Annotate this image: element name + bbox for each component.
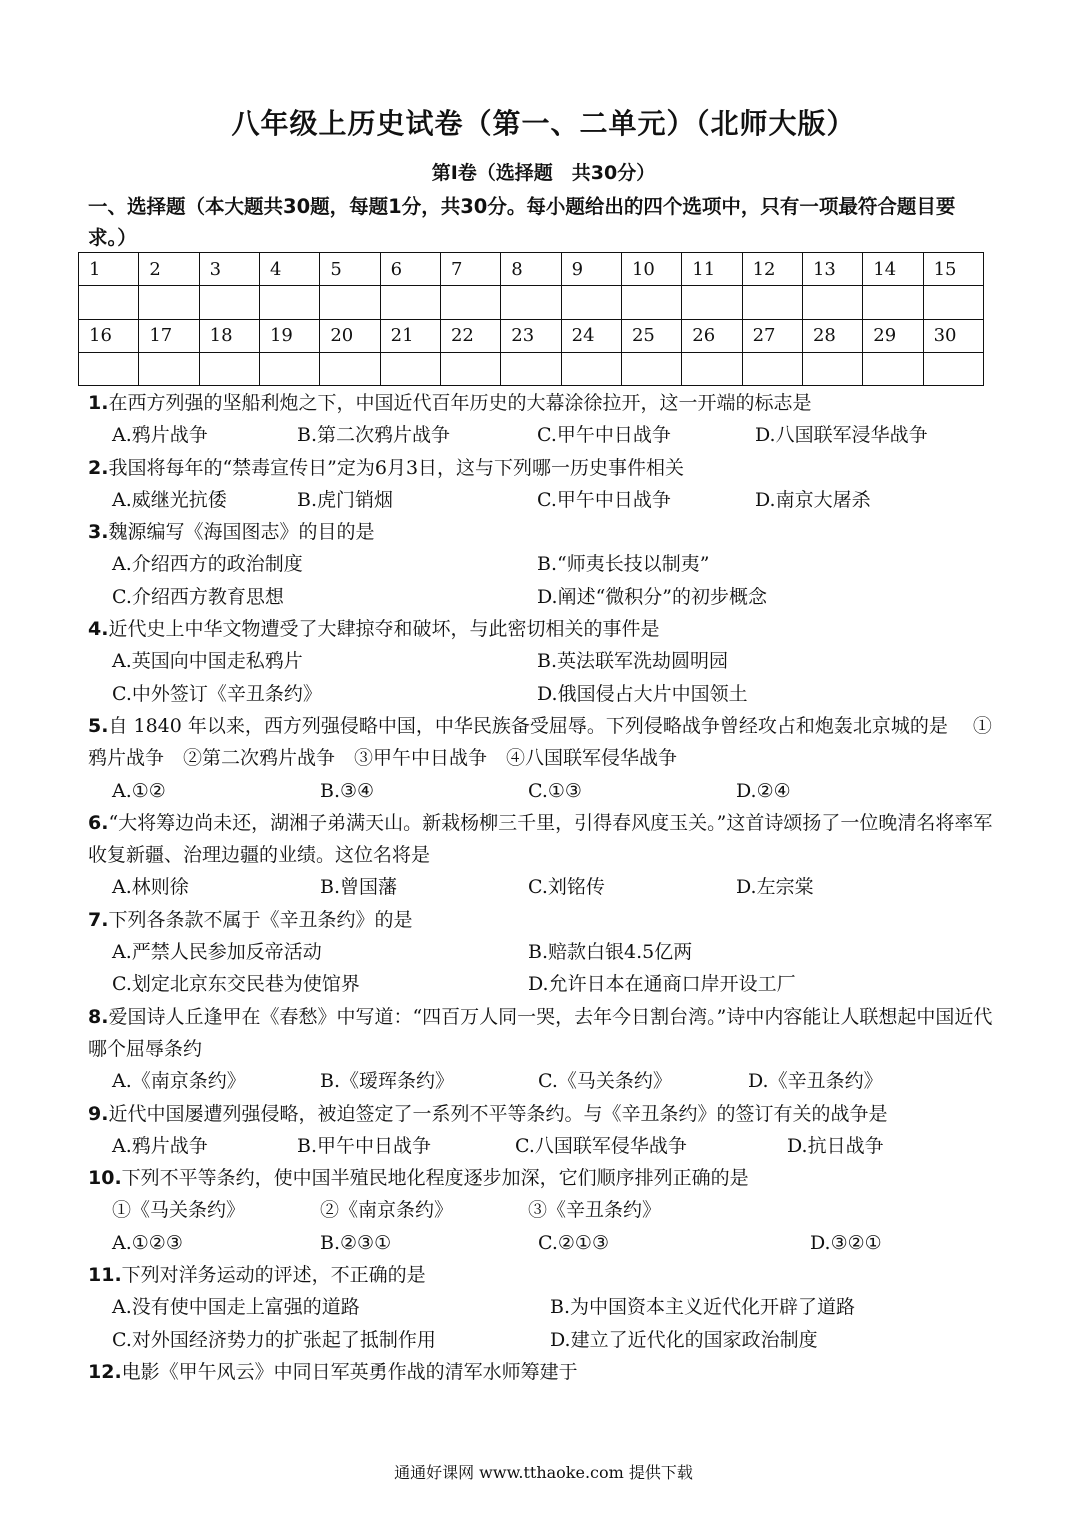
- answer-number: 12: [742, 253, 802, 286]
- option-row: [88, 1324, 1008, 1356]
- option[interactable]: C.中外签订《辛丑条约》: [112, 682, 322, 705]
- option-row: [88, 968, 1008, 1000]
- question-text: 自 1840 年以来，西方列强侵略中国，中华民族备受屈辱。下列侵略战争曾经攻占和炮轰北京城的是 ①鸦片战争 ②第二次鸦片战争 ③甲午中日战争 ④八国联军侵华战争: [88, 714, 992, 770]
- answer-cell[interactable]: [440, 352, 500, 385]
- option-row: [88, 678, 1008, 710]
- answer-cell[interactable]: [621, 352, 681, 385]
- option[interactable]: B.第二次鸦片战争: [297, 424, 451, 447]
- question-stem: [88, 1259, 1008, 1291]
- option[interactable]: D.③②①: [810, 1231, 882, 1254]
- answer-cell[interactable]: [923, 286, 983, 319]
- answer-number: 21: [380, 319, 440, 352]
- option[interactable]: B.《瑷珲条约》: [320, 1070, 455, 1093]
- answer-number: 23: [501, 319, 561, 352]
- answer-number: 26: [682, 319, 742, 352]
- answer-number: 16: [79, 319, 139, 352]
- option[interactable]: B.③④: [320, 779, 375, 802]
- option[interactable]: C.①③: [528, 779, 582, 802]
- option[interactable]: A.①②③: [112, 1231, 183, 1254]
- answer-cell[interactable]: [501, 286, 561, 319]
- option-row: [88, 548, 1008, 580]
- answer-cell[interactable]: [501, 352, 561, 385]
- answer-number: 22: [440, 319, 500, 352]
- question-stem: [88, 710, 1008, 775]
- answer-number: 18: [199, 319, 259, 352]
- answer-cell[interactable]: [79, 286, 139, 319]
- option[interactable]: D.抗日战争: [787, 1134, 884, 1157]
- option[interactable]: C.介绍西方教育思想: [112, 585, 284, 608]
- option[interactable]: C.划定北京东交民巷为使馆界: [112, 973, 360, 996]
- answer-cell[interactable]: [561, 352, 621, 385]
- question-number: 12.: [88, 1360, 122, 1383]
- answer-number: 11: [682, 253, 742, 286]
- answer-number-row: [79, 319, 984, 352]
- question-number: 5.: [88, 714, 109, 737]
- answer-cell[interactable]: [139, 352, 199, 385]
- option-row: [88, 645, 1008, 677]
- answer-cell[interactable]: [742, 286, 802, 319]
- answer-table: [78, 252, 984, 386]
- option[interactable]: A.《南京条约》: [112, 1070, 246, 1093]
- option[interactable]: B.为中国资本主义近代化开辟了道路: [550, 1296, 856, 1319]
- option-row: [88, 419, 1008, 451]
- answer-cell[interactable]: [380, 286, 440, 319]
- answer-number: 28: [802, 319, 862, 352]
- statement: ①《马关条约》: [112, 1199, 246, 1222]
- question-stem: [88, 807, 1008, 872]
- answer-number: 13: [802, 253, 862, 286]
- option[interactable]: A.严禁人民参加反帝活动: [112, 941, 322, 964]
- answer-cell[interactable]: [802, 352, 862, 385]
- option[interactable]: A.鸦片战争: [112, 1134, 208, 1157]
- option[interactable]: B.英法联军洗劫圆明园: [537, 650, 729, 673]
- question-text: 近代中国屡遭列强侵略，被迫签定了一系列不平等条约。与《辛丑条约》的签订有关的战争是: [108, 1102, 888, 1125]
- option-row: [88, 1065, 1008, 1097]
- answer-blank-row: [79, 352, 984, 385]
- option[interactable]: D.阐述“微积分”的初步概念: [537, 585, 768, 608]
- question-text: “大将筹边尚未还，湖湘子弟满天山。新栽杨柳三千里，引得春风度玉关。”这首诗颂扬了一位晚清名将率军收复新疆、治理边疆的业绩。这位名将是: [88, 811, 993, 867]
- option[interactable]: C.八国联军侵华战争: [515, 1134, 687, 1157]
- option[interactable]: B.甲午中日战争: [297, 1134, 432, 1157]
- question-stem: [88, 1001, 1008, 1066]
- question-text: 下列对洋务运动的评述，不正确的是: [121, 1264, 426, 1287]
- question-text: 下列各条款不属于《辛丑条约》的是: [108, 908, 413, 931]
- option[interactable]: A.威继光抗倭: [112, 488, 227, 511]
- answer-number: 7: [440, 253, 500, 286]
- option[interactable]: D.允许日本在通商口岸开设工厂: [528, 973, 796, 996]
- question-number: 11.: [88, 1264, 122, 1287]
- option[interactable]: A.没有使中国走上富强的道路: [112, 1296, 360, 1319]
- option[interactable]: B.②③①: [320, 1231, 392, 1254]
- option[interactable]: B.虎门销烟: [297, 488, 394, 511]
- question-number: 10.: [88, 1167, 122, 1190]
- question-number: 2.: [88, 456, 109, 479]
- option[interactable]: A.英国向中国走私鸦片: [112, 650, 303, 673]
- option[interactable]: D.建立了近代化的国家政治制度: [550, 1328, 818, 1351]
- question-stem: [88, 613, 1008, 645]
- option[interactable]: B.曾国藩: [320, 876, 398, 899]
- answer-cell[interactable]: [682, 286, 742, 319]
- option[interactable]: D.②④: [736, 779, 791, 802]
- exam-title: 八年级上历史试卷（第一、二单元）（北师大版）: [231, 107, 856, 140]
- answer-cell[interactable]: [682, 352, 742, 385]
- option[interactable]: D.南京大屠杀: [755, 488, 871, 511]
- question-stem: [88, 904, 1008, 936]
- answer-number: 9: [561, 253, 621, 286]
- answer-number: 20: [320, 319, 380, 352]
- answer-cell[interactable]: [380, 352, 440, 385]
- question-number: 3.: [88, 521, 109, 544]
- question-text: 近代史上中华文物遭受了大肆掠夺和破坏，与此密切相关的事件是: [108, 618, 660, 641]
- option-row: [88, 775, 1008, 807]
- answer-cell[interactable]: [923, 352, 983, 385]
- question-stem: [88, 1356, 1008, 1388]
- answer-cell[interactable]: [199, 286, 259, 319]
- option[interactable]: C.对外国经济势力的扩张起了抵制作用: [112, 1328, 436, 1351]
- option-row: [88, 484, 1008, 516]
- answer-number: 4: [259, 253, 319, 286]
- option[interactable]: D.左宗棠: [736, 876, 814, 899]
- answer-number: 14: [863, 253, 923, 286]
- answer-cell[interactable]: [802, 286, 862, 319]
- option[interactable]: B.“师夷长技以制夷”: [537, 553, 710, 576]
- option-row: [88, 1227, 1008, 1259]
- question-stem: [88, 452, 1008, 484]
- answer-cell[interactable]: [259, 286, 319, 319]
- answer-cell[interactable]: [320, 352, 380, 385]
- answer-cell[interactable]: [863, 352, 923, 385]
- option[interactable]: C.甲午中日战争: [537, 424, 671, 447]
- option-row: [88, 1291, 1008, 1323]
- answer-cell[interactable]: [742, 352, 802, 385]
- question-number: 9.: [88, 1102, 109, 1125]
- question-stem: [88, 1098, 1008, 1130]
- answer-cell[interactable]: [320, 286, 380, 319]
- option[interactable]: C.刘铭传: [528, 876, 605, 899]
- answer-cell[interactable]: [79, 352, 139, 385]
- option[interactable]: D.八国联军浸华战争: [755, 424, 928, 447]
- answer-number: 25: [621, 319, 681, 352]
- section-subtitle: 第Ⅰ卷（选择题 共30分）: [431, 162, 656, 184]
- option[interactable]: A.①②: [112, 779, 166, 802]
- answer-cell[interactable]: [199, 352, 259, 385]
- statement: ③《辛丑条约》: [528, 1199, 662, 1222]
- option-row: [88, 936, 1008, 968]
- answer-number: 10: [621, 253, 681, 286]
- answer-cell[interactable]: [863, 286, 923, 319]
- question-stem: [88, 387, 1008, 419]
- question-number: 8.: [88, 1005, 109, 1028]
- answer-cell[interactable]: [561, 286, 621, 319]
- question-text: 在西方列强的坚船利炮之下，中国近代百年历史的大幕涂徐拉开，这一开端的标志是: [108, 392, 812, 414]
- answer-number: 2: [139, 253, 199, 286]
- option[interactable]: A.林则徐: [112, 876, 189, 899]
- answer-number: 8: [501, 253, 561, 286]
- question-text: 魏源编写《海国图志》的目的是: [108, 521, 375, 544]
- section-instructions: 一、选择题（本大题共30题，每题1分，共30分。每小题给出的四个选项中，只有一项最符合题目要求。）: [88, 195, 956, 249]
- answer-cell[interactable]: [621, 286, 681, 319]
- answer-number: 3: [199, 253, 259, 286]
- option[interactable]: B.赔款白银4.5亿两: [528, 941, 693, 964]
- option[interactable]: D.俄国侵占大片中国领土: [537, 682, 748, 705]
- answer-number: 15: [923, 253, 983, 286]
- answer-number: 19: [259, 319, 319, 352]
- page-footer: 通通好课网 www.tthaoke.com 提供下载: [394, 1463, 693, 1482]
- option-row: [88, 871, 1008, 903]
- question-number: 6.: [88, 811, 109, 834]
- option[interactable]: C.《马关条约》: [538, 1070, 672, 1093]
- option[interactable]: A.鸦片战争: [112, 424, 208, 447]
- answer-number: 5: [320, 253, 380, 286]
- question-list: [88, 387, 1008, 1388]
- answer-blank-row: [79, 286, 984, 319]
- statement: ②《南京条约》: [320, 1199, 454, 1222]
- question-text: 我国将每年的“禁毒宣传日”定为6月3日，这与下列哪一历史事件相关: [108, 456, 685, 479]
- option[interactable]: D.《辛丑条约》: [748, 1070, 883, 1093]
- answer-cell[interactable]: [259, 352, 319, 385]
- question-text: 电影《甲午风云》中同日军英勇作战的清军水师筹建于: [121, 1360, 578, 1383]
- question-stem: [88, 1162, 1008, 1194]
- answer-number: 24: [561, 319, 621, 352]
- answer-number: 6: [380, 253, 440, 286]
- question-text: 下列不平等条约，使中国半殖民地化程度逐步加深，它们顺序排列正确的是: [121, 1167, 749, 1190]
- answer-cell[interactable]: [440, 286, 500, 319]
- option[interactable]: C.甲午中日战争: [537, 488, 671, 511]
- option-row: [88, 581, 1008, 613]
- answer-number-row: [79, 253, 984, 286]
- option-row: [88, 1130, 1008, 1162]
- answer-cell[interactable]: [139, 286, 199, 319]
- question-text: 爱国诗人丘逢甲在《春愁》中写道：“四百万人同一哭，去年今日割台湾。”诗中内容能让人联想起中国近代哪个屈辱条约: [88, 1005, 993, 1060]
- question-stem: [88, 516, 1008, 548]
- answer-number: 1: [79, 253, 139, 286]
- statement-row: [88, 1194, 1008, 1226]
- question-number: 7.: [88, 908, 109, 931]
- option[interactable]: C.②①③: [538, 1231, 609, 1254]
- question-number: 1.: [88, 392, 109, 414]
- answer-number: 27: [742, 319, 802, 352]
- option[interactable]: A.介绍西方的政治制度: [112, 553, 303, 576]
- answer-number: 17: [139, 319, 199, 352]
- question-number: 4.: [88, 618, 109, 641]
- answer-number: 30: [923, 319, 983, 352]
- answer-number: 29: [863, 319, 923, 352]
